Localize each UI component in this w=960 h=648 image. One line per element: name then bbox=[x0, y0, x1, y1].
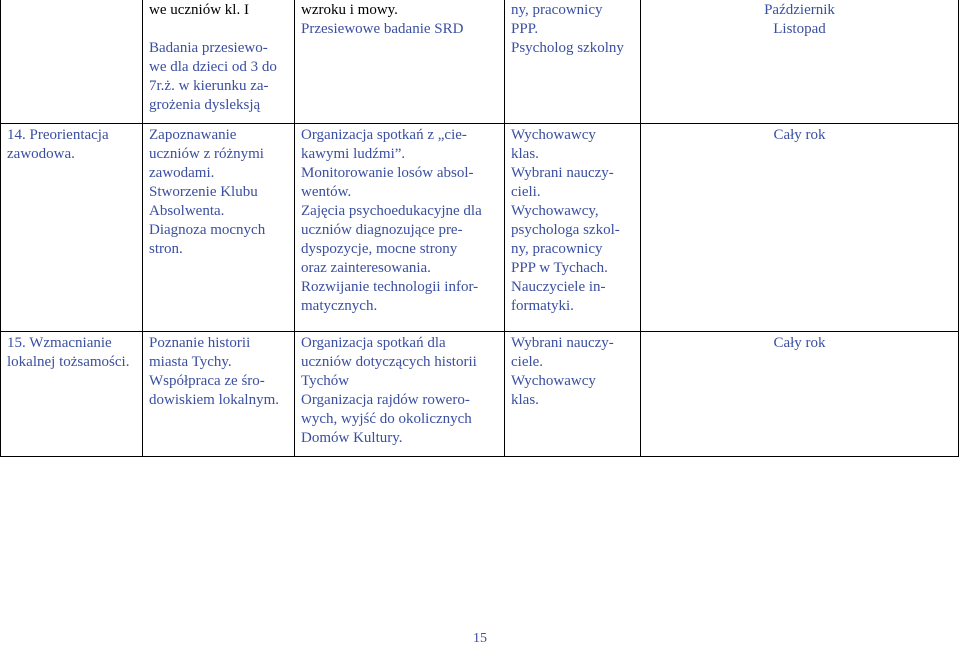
area-cell bbox=[1, 0, 143, 124]
table-row bbox=[1, 124, 959, 332]
table-row bbox=[1, 332, 959, 457]
tasks-cell: Poznanie historii miasta Tychy. Współpraca ze śro- dowiskiem lokalnym. bbox=[143, 332, 295, 457]
responsible-cell: ny, pracownicy PPP. Psycholog szkolny bbox=[505, 0, 641, 124]
area-cell: 15. Wzmacnianie lokalnej tożsamości. bbox=[1, 332, 143, 457]
methods-cell: Organizacja spotkań dla uczniów dotyczących historii Tychów Organizacja rajdów rowero- wych, wyjść do okolicznych Domów Kultury. bbox=[295, 332, 505, 457]
timeframe-cell: Cały rok bbox=[641, 332, 959, 457]
responsible-cell: Wychowawcy klas. Wybrani nauczy- cieli. Wychowawcy, psychologa szkol- ny, pracownicy PPP w Tychach. Nauczyciele in- formatyki. bbox=[505, 124, 641, 332]
tasks-cell: we uczniów kl. I Badania przesiewo- we dla dzieci od 3 do 7r.ż. w kierunku za- grożenia dysleksją bbox=[143, 0, 295, 124]
page-number: 15 bbox=[473, 631, 487, 646]
timeframe-cell: Październik Listopad bbox=[641, 0, 959, 124]
table-row bbox=[1, 0, 959, 124]
tasks-cell: Zapoznawanie uczniów z różnymi zawodami. Stworzenie Klubu Absolwenta. Diagnoza mocnych stron. bbox=[143, 124, 295, 332]
area-cell: 14. Preorientacja zawodowa. bbox=[1, 124, 143, 332]
methods-cell: Organizacja spotkań z „cie- kawymi ludźmi”. Monitorowanie losów absol- wentów. Zajęcia psychoedukacyjne dla uczniów diagnozujące pre- dyspozycje, mocne strony oraz zainteresowania. Rozwijanie technologii infor- matycznych. bbox=[295, 124, 505, 332]
responsible-cell: Wybrani nauczy- ciele. Wychowawcy klas. bbox=[505, 332, 641, 457]
methods-cell: wzroku i mowy. Przesiewowe badanie SRD bbox=[295, 0, 505, 124]
timeframe-cell: Cały rok bbox=[641, 124, 959, 332]
